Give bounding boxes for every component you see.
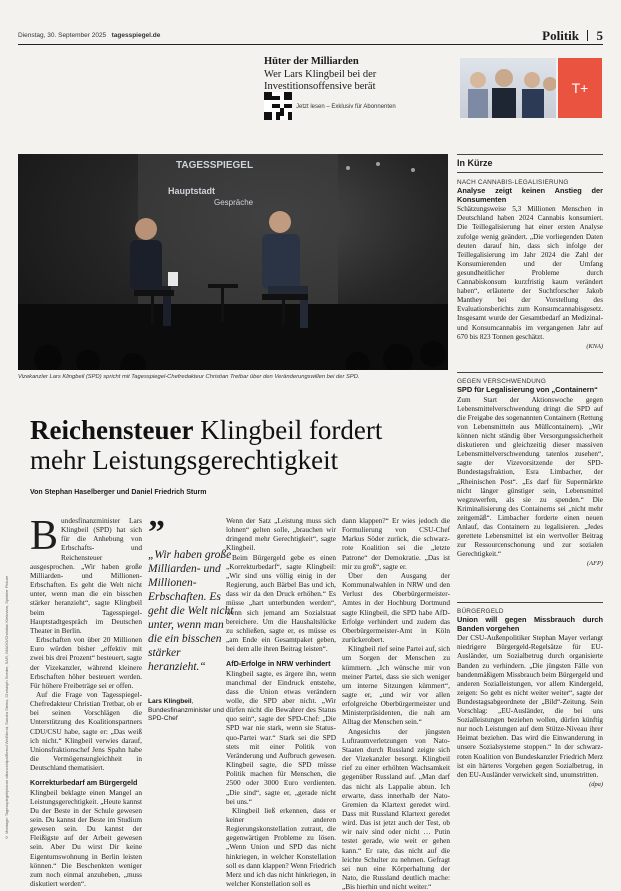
brief-headline: SPD für Legalisierung von „Containern“ [457,385,598,395]
headline-keyword: Reichensteuer [30,415,194,445]
brief-item [457,607,603,789]
article-photo [18,154,448,370]
article-column-4 [342,516,450,891]
sidebar-title-rule [457,172,603,173]
paragraph: Beim Bürgergeld gebe es einen „Korrekturbedarf“, sagte Klingbeil: „Wir sind uns völlig einig in der Regierung, auch Bärbel Bas und ich, dass wir da den Druck erhöhen.“ Es müsse „hart unterbunden werden“, wenn sich jemand am Sozialstaat bereichere. Um die Haushaltslücke zu schließen, sagte er, es müsse es „am Ende ein Gesamtpaket geben, bei dem alle ihren Beitrag leisten“. [226,552,336,654]
paragraph: Auf die Frage von Tagesspiegel-Chefredakteur Christian Tretbar, ob er bei seinen Vorschlägen die Unterstützung des Koalitionspartners CDU/CSU habe, sagte er: „Das weiß ich nicht.“ Klingbeil verwies darauf, Unionsfraktionschef Jens Spahn habe die Vermögensungleichheit in Deutschland thematisiert. [30,689,142,773]
photo-credit: © Montage: Tagesspiegel/picture alliance/dpa/Bernd Weißbrod, Sandra Steins, Christoph Soeder, SAR, IMAGO/Christian Kielmann, Spiekler Picture [4,575,9,840]
paragraph: undesfinanzminister Lars Klingbeil (SPD) hat sich für die Anhebung von Erbschafts- und Reichensteuer ausgesprochen. „Wir haben große Milliarden- und Millionen-Erbschaften. Es geht die Welt nicht unter, wenn man die ein bisschen stärker heranzieht“, sagte Klingbeil beim Tagesspiegel-Hauptstadtgespräch im Deutschen Theater in Berlin. [30,516,142,635]
photo-caption: Vizekanzler Lars Klingbeil (SPD) spricht mit Tagesspiegel-Chefredakteur Christian Tretbar über den Veränderungswillen bei der SPD. [18,374,360,380]
paragraph: Klingbeil beklagte einen Mangel an Leistungsgerechtigkeit. „Heute kannst Du der Beste in der Schule gewesen sein. Du kannst der Beste im Studium gewesen sein. Du kannst der Fleißigste auf der Arbeit gewesen sein. Aber Du wirst Dir keine Eigentumswohnung in Berlin leisten können.“ Die Beschenkten weniger zum noch einmal anzuheben, „muss diskutiert werden“. [30,787,142,889]
subheading: Korrekturbedarf am Bürgergeld [30,778,138,788]
brief-rubric: NACH CANNABIS-LEGALISIERUNG [457,179,569,186]
quote-role: , Bundesfinanzminister und SPD-Chef [148,698,224,722]
brief-rubric: GEGEN VERSCHWENDUNG [457,378,547,385]
issue-date: Dienstag, 30. September 2025 [18,32,107,39]
brief-source: (AFP) [587,560,603,568]
sidebar-top-rule [457,154,603,155]
brief-rubric: BÜRGERGELD [457,608,504,615]
sidebar-title: In Kürze [457,158,493,168]
headline-part-1: Klingbeil fordert [193,415,383,445]
brief-text: Zum Start der Aktionswoche gegen Lebensmittelverschwendung dringt die SPD auf die Freigabe des sogenannten Containern (Rettung von Lebensmitteln aus Müllcontainern). „Wir können nicht ständig über Versorgungssicherheit diskutieren und gleichzeitig dieser massiven Lebensmittelverschwendung tatenlos zusehen“, sagte der Vizevorsitzende der SPD-Bundestagsfraktion, Esra Limbacher, der „Rheinischen Post“. „Es darf für Supermärkte nicht länger günstiger sein, Lebensmittel wegzuwerfen, als sie zu spenden.“ Die Kriminalisierung des Containerns sei „nicht mehr zeitgemäß“. Limbacher forderte einen neuen Anlauf, das Containern zu legalisieren. „Jedes gerettete Lebensmittel ist ein wertvoller Beitrag zur Ressourcenschonung und zur sozialen Gerechtigkeit.“ [457,395,603,559]
paragraph: Über den Ausgang der Kommunalwahlen in NRW und den Verlust des Oberbürgermeister-Amtes in der Hochburg Dortmund sagte Klingbeil, die SPD habe AfD-Erfolge verhindert und zudem das Oberbürgermeister-Amt in Köln zurückerobert. [342,570,450,645]
brief-source: (dpa) [589,780,603,788]
page-number: 5 [596,28,603,43]
promo-title[interactable]: Hüter der Milliarden [264,56,359,67]
tplus-badge[interactable]: T+ [558,58,602,118]
article-column-1 [30,513,142,889]
stage-brand-2: Hauptstadt [168,186,215,196]
paragraph: Erbschaften von über 20 Millionen Euro würden bisher „effektiv mit zwei bis drei Prozent“ besteuert, sagte der Vizekanzler, während kleinere Erbschaften höher besteuert werden. Für höhere Freibeträge sei er offen. [30,635,142,690]
brief-item [457,178,603,351]
article-headline [30,415,440,475]
section-header [542,28,603,44]
headline-part-2: mehr Leistungsgerechtigkeit [30,445,339,475]
dropcap: B [30,513,59,559]
brief-divider [457,602,603,603]
promo-line-1: Wer Lars Klingbeil bei der [264,69,377,80]
promo-photo [460,58,556,118]
stage-brand: TAGESSPIEGEL [176,160,254,171]
byline: Von Stephan Haselberger und Daniel Friedrich Sturm [30,489,207,496]
quote-name: Lars Klingbeil [148,698,192,705]
brief-text: Schätzungsweise 5,3 Millionen Menschen in Deutschland haben 2024 Cannabis konsumiert. Die Teillegalisierung hat einer ersten Analyse zufolge wenig geändert. „Die vorliegenden Daten deuten darauf hin, dass sich infolge der Teillegalisierung im Jahr 2024 die Zahl der Konsumierenden und der Umfang gesundheitlicher Probleme durch Cannabiskonsum kurzfristig kaum verändert haben“, erläuterte der Suchtforscher Jakob Manthey bei der Vorstellung des Evaluationsberichts zum Konsumcannabisgesetz. Insgesamt wurde der Gesamtbedarf an Medizinal- und Konsumcannabis im vergangenen Jahr auf 670 bis 823 Tonnen geschätzt. [457,205,603,341]
section-divider [587,30,588,41]
section-name: Politik [542,28,579,43]
paragraph: Klingbeil sagte, es ärgere ihn, wenn manchmal der Eindruck entstehe, dass die Union etwas verändern wolle, die SPD aber nicht. „Wir dürfen nicht die Bewahrer des Status quo sein“, sagte der SPD-Chef: „Die SPD war nie stark, wenn sie Status-quo-Partei war.“ Stark sei die SPD stets mit einer Politik von Veränderung und Aufbruch gewesen. Klingbeil sagte, die SPD müsse Politik machen für Menschen, die 2500 oder 3000 Euro verdienten. „Die sind“, sagte er, „gerade nicht bei uns.“ [226,668,336,806]
paragraph: Klingbeil ließ erkennen, dass er keiner anderen Regierungskonstellation zutraut, die gegenwärtigen Probleme zu lösen. „Wenn Union und SPD das nicht hinkriegen, in welcher Konstellation soll es dann klappen? Wenn Friedrich Merz und ich das nicht hinkriegen, in welcher Konstellation soll es [226,805,336,889]
header-meta [18,32,160,39]
subheading: AfD-Erfolge in NRW verhindert [226,659,331,669]
article-column-3 [226,516,336,888]
paragraph: Klingbeil rief seine Partei auf, sich um Sorgen der Menschen zu kümmern. „Ich wünsche mir von meiner Partei, dass sie sich weniger um interne Sitzungen kümmert“, sagte er, „und wir vor allen erfolgreiche Oberbürgermeister und Ministerpräsidenten, die nah am Alltag der Menschen sein.“ [342,644,450,727]
promo-cta[interactable]: Jetzt lesen – Exklusiv für Abonnenten [296,104,396,110]
header-rule [18,44,603,45]
brief-headline: Union will gegen Missbrauch durch Banden vorgehen [457,615,603,633]
brief-divider [457,372,603,373]
qr-code-icon[interactable] [264,92,292,120]
promo-line-2: Investitionsoffensive berät [264,81,376,92]
paragraph: Wenn der Satz „Leistung muss sich lohnen“ gelten solle, „brauchen wir dringend mehr Gerechtigkeit“, sagte Klingbeil. [226,516,336,553]
paragraph: dann klappen?“ Er wies jedoch die Formulierung von CSU-Chef Markus Söder zurück, die schwarz-rote Koalition sei die „letzte Patrone“ der Demokratie. „Das ist mir zu groß“, sagte er. [342,516,450,571]
brief-source: (KNA) [586,342,603,350]
paragraph: Angesichts der jüngsten Luftraumverletzungen von Nato-Staaten durch Russland zeigte sich der Vizekanzler besorgt. Klingbeil rief zu einer erhöhten Wachsamkeit gegenüber Russland auf. „Man darf das nicht als Lappalie abtun. Ich erwarte, dass innerhalb der Nato-Gremien da Klartext geredet wird. Dass mit Russland Klartext geredet wird. Das ist jetzt auch der Test, ob wir naiv sind oder nicht … Putin testet gerade, wie weit er gehen kann.“ Er rate, das nicht auf die leichte Schulter zu nehmen. Gefragt sei nun eine Körperhaltung der Nato, die Russland deutlich mache: „Bis hierhin und nicht weiter.“ [342,726,450,891]
pull-quote: „Wir haben große Milliarden- und Millionen-Erbschaften. Es geht die Welt nicht unter, wenn man die ein bisschen stärker heranzieht.“ [148,549,234,673]
quote-mark-icon: ” [148,514,165,551]
site-url[interactable]: tagesspiegel.de [111,32,161,39]
brief-text: Der CSU-Außenpolitiker Stephan Mayer verlangt niedrigere Bürgergeld-Regelsätze für EU-Ausländer, um Sozialbetrug durch organisierte Banden zu verhindern. „Die jüngsten Fälle von bandenmäßigem Missbrauch beim Bürgergeld und anderen Sozialleistungen, vor allem Kindergeld, zeigen: So geht es nicht weiter weiter“, sagte der Bundestagsabgeordnete der „Bild“-Zeitung. Sein Vorschlag: „EU-Ausländer, die bei uns Sozialleistungen beziehen wollen, dürfen künftig nur noch Leistungen auf dem Stütze-Niveau ihrer Heimat beziehen. Das wird die Einwanderung in unsere Sozialsysteme stoppen.“ In der schwarz-roten Koalition von Bundeskanzler Friedrich Merz ist ein härteres Vorgehen gegen Sozialbetrug, in den EU-Ausländer verwickelt sind, unumstritten. [457,634,603,779]
stage-brand-3: Gespräche [214,198,254,207]
brief-headline: Analyse zeigt keinen Anstieg der Konsumenten [457,186,603,204]
brief-item [457,377,603,568]
